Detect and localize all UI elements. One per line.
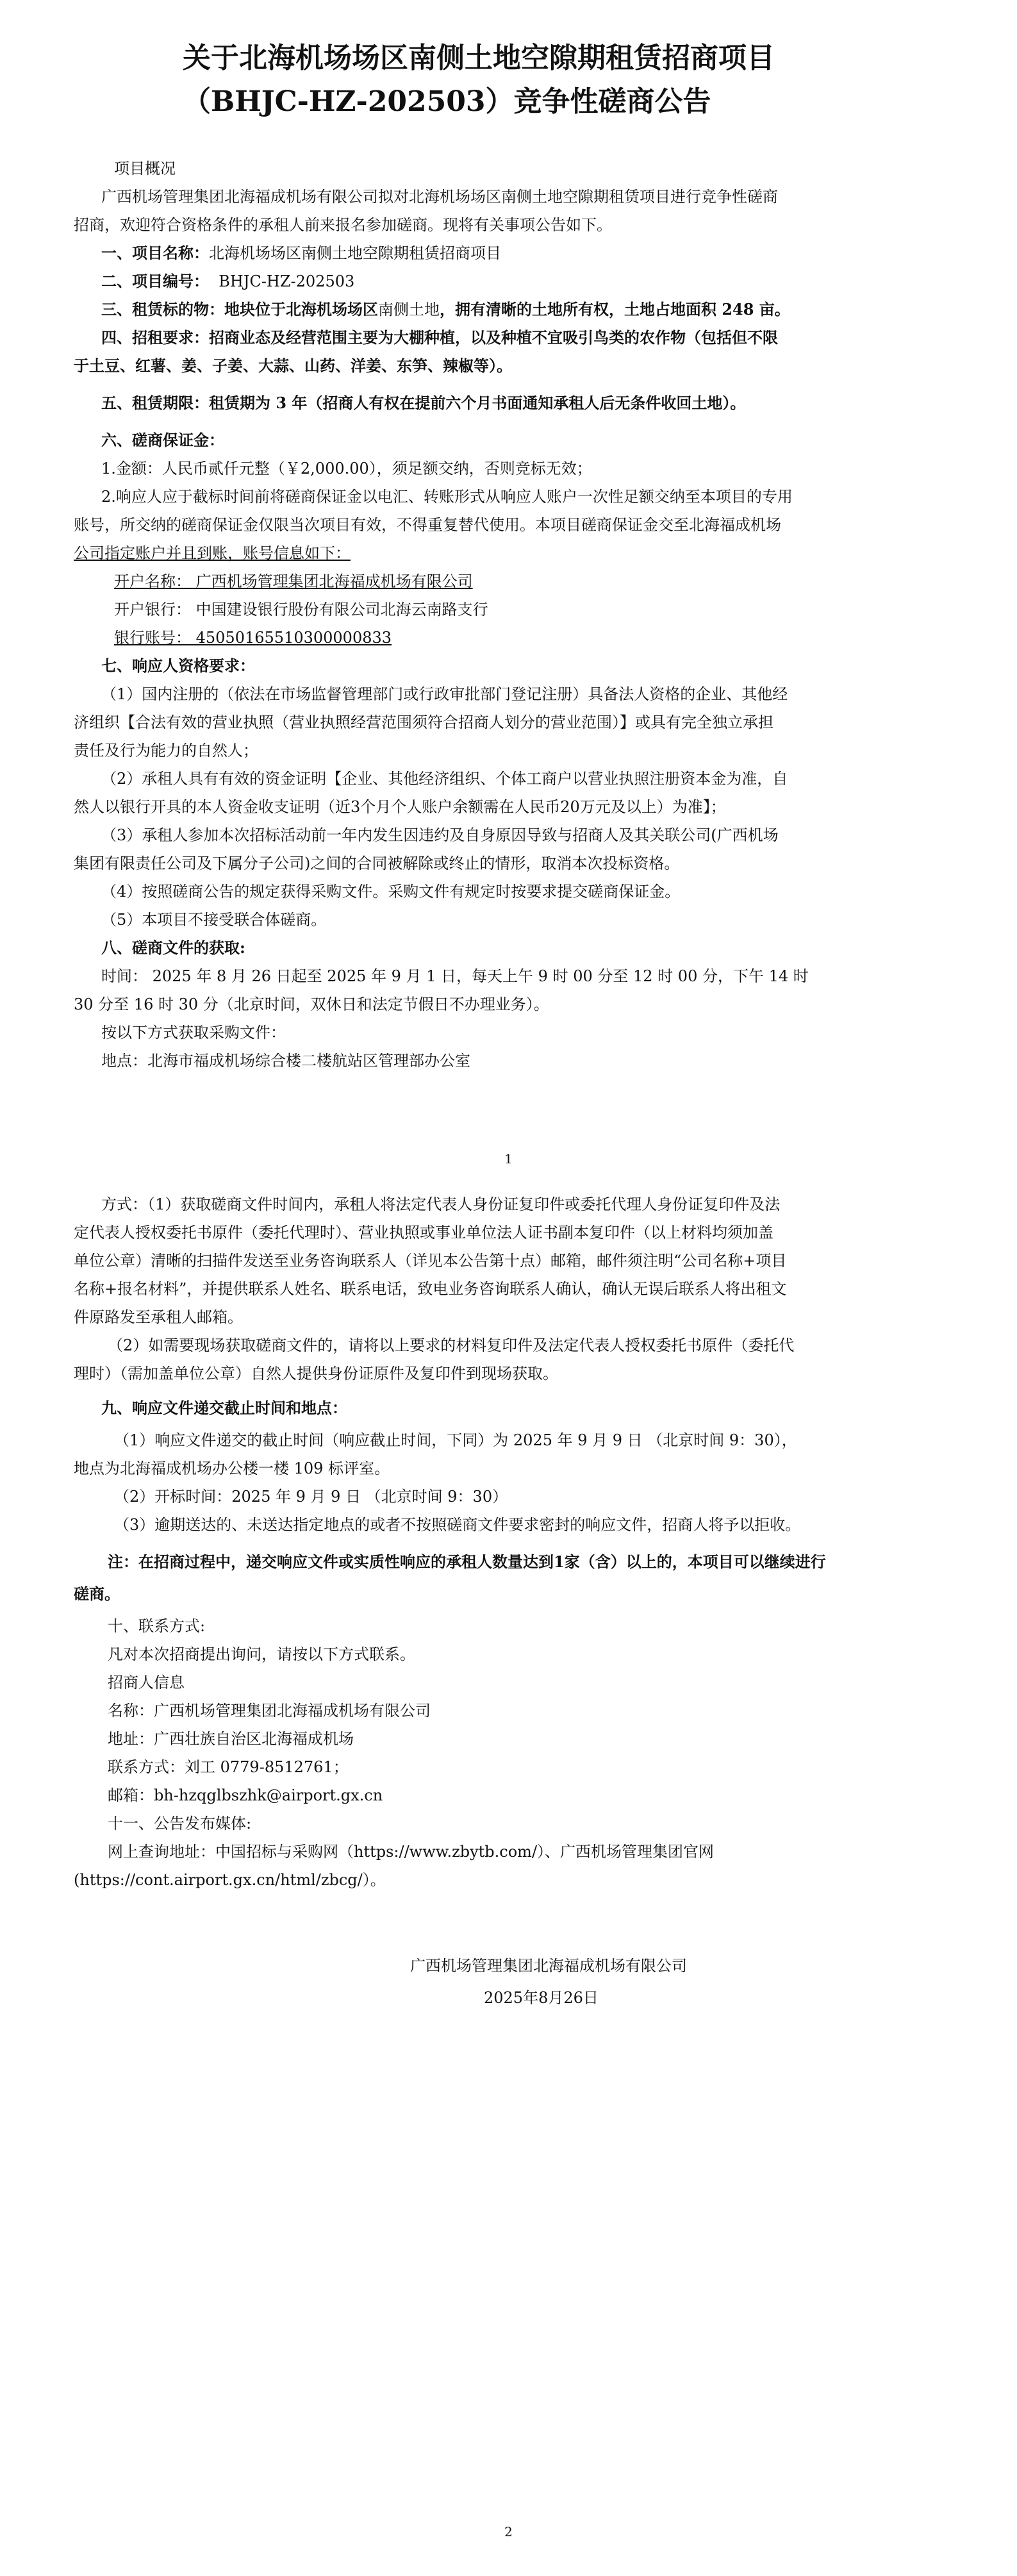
- method-line-7: 理时）（需加盖单位公章）自然人提供身份证原件及复印件到现场获取。: [74, 1365, 558, 1383]
- project-name: 北海机场场区南侧土地空隙期租赁招商项目: [209, 244, 501, 262]
- section-8-heading: 八、磋商文件的获取:: [101, 938, 245, 957]
- section-3: [101, 299, 973, 320]
- contact-person: 联系方式：刘工 0779-8512761；: [108, 1758, 349, 1776]
- deadline-1-line-2: 地点为北海福成机场办公楼一楼 109 标评室。: [74, 1459, 390, 1477]
- qualification-2-line-1: （2）承租人具有有效的资金证明【企业、其他经济组织、个体工商户以营业执照注册资本金为准，自: [101, 770, 788, 788]
- bank-name: 开户银行： 中国建设银行股份有限公司北海云南路支行: [114, 601, 488, 619]
- qualification-3-line-2: 集团有限责任公司及下属分子公司)之间的合同被解除或终止的情形，取消本次投标资格。: [74, 854, 680, 872]
- contact-subheading: 招商人信息: [108, 1674, 185, 1691]
- deadline-1-line-1: （1）响应文件递交的截止时间（响应截止时间，下同）为 2025 年 9 月 9 日 （北京时间 9：30），: [114, 1431, 797, 1449]
- acquisition-place: 地点：北海市福成机场综合楼二楼航站区管理部办公室: [101, 1052, 470, 1070]
- section-5: [101, 392, 973, 414]
- contact-intro: 凡对本次招商提出询问，请按以下方式联系。: [108, 1645, 415, 1663]
- deposit-rule-3: 公司指定账户并且到账，账号信息如下：: [74, 544, 351, 562]
- late-submission-rule: （3）逾期送达的、未送达指定地点的或者不按照磋商文件要求密封的响应文件，招商人将予以拒收。: [114, 1516, 801, 1534]
- section-10-heading: 十、联系方式:: [108, 1617, 206, 1635]
- section-1-label: 一、项目名称：: [101, 244, 209, 262]
- section-4: [101, 327, 973, 349]
- contact-email: 邮箱：bh-hzqglbszhk@airport.gx.cn: [108, 1786, 383, 1804]
- method-line-1: 方式：（1）获取磋商文件时间内，承租人将法定代表人身份证复印件或委托代理人身份证复印件及法: [101, 1195, 781, 1213]
- signature-org: 广西机场管理集团北海福成机场有限公司: [410, 1957, 687, 1975]
- media-line-2: (https://cont.airport.gx.cn/html/zbcg/）。: [74, 1871, 386, 1889]
- section-6-heading: 六、磋商保证金：: [101, 431, 224, 449]
- deposit-rule-2: 账号，所交纳的磋商保证金仅限当次项目有效，不得重复替代使用。本项目磋商保证金交至北海福成机场: [74, 516, 781, 534]
- section-4-line-1: 招商业态及经营范围主要为大棚种植，以及种植不宜吸引鸟类的农作物（包括但不限: [209, 328, 778, 347]
- contact-address: 地址：广西壮族自治区北海福成机场: [108, 1730, 354, 1748]
- note-line-2: 磋商。: [74, 1584, 120, 1603]
- section-3-text-c: ，拥有清晰的土地所有权，土地占地面积 248 亩。: [440, 300, 790, 319]
- section-2-label: 二、项目编号：: [101, 272, 209, 290]
- opening-time: （2）开标时间：2025 年 9 月 9 日 （北京时间 9：30）: [114, 1488, 508, 1506]
- title-line-1: 关于北海机场场区南侧土地空隙期租赁招商项目: [183, 42, 775, 74]
- deposit-rule-1: 2.响应人应于截标时间前将磋商保证金以电汇、转账形式从响应人账户一次性足额交纳至本项目的专用: [101, 488, 793, 506]
- section-4-line-2: 于土豆、红薯、姜、子姜、大蒜、山药、洋姜、东笋、辣椒等）。: [74, 356, 512, 375]
- deposit-amount: 1.金额：人民币贰仟元整（￥2,000.00），须足额交纳，否则竞标无效；: [101, 460, 592, 478]
- qualification-4: （4）按照磋商公告的规定获得采购文件。采购文件有规定时按要求提交磋商保证金。: [101, 883, 681, 901]
- section-11-heading: 十一、公告发布媒体:: [108, 1815, 252, 1832]
- method-line-2: 定代表人授权委托书原件（委托代理时）、营业执照或事业单位法人证书副本复印件（以上材料均须加盖: [74, 1224, 773, 1242]
- overview-heading: 项目概况: [114, 160, 176, 178]
- section-1: [101, 242, 973, 264]
- method-line-6: （2）如需要现场获取磋商文件的，请将以上要求的材料复印件及法定代表人授权委托书原件（委托代: [108, 1336, 795, 1354]
- section-3-text-a: 地块位于北海机场场区: [224, 300, 378, 319]
- method-line-4: 名称+报名材料”，并提供联系人姓名、联系电话，致电业务咨询联系人确认，确认无误后联系人将出租文: [74, 1280, 787, 1298]
- section-5-label: 五、租赁期限：: [101, 394, 209, 412]
- media-line-1: 网上查询地址：中国招标与采购网（https://www.zbytb.com/）、广西机场管理集团官网: [108, 1843, 715, 1861]
- signature-date: 2025年8月26日: [484, 1989, 599, 2007]
- section-4-label: 四、招租要求：: [101, 328, 209, 347]
- section-3-text-b: 南侧土地: [378, 301, 440, 319]
- acquisition-method: 按以下方式获取采购文件：: [101, 1024, 286, 1042]
- method-line-5: 件原路发至承租人邮箱。: [74, 1308, 243, 1326]
- qualification-1-line-1: （1）国内注册的（依法在市场监督管理部门或行政审批部门登记注册）具备法人资格的企业、其他经: [101, 685, 788, 703]
- qualification-1-line-2: 济组织【合法有效的营业执照（营业执照经营范围须符合招商人划分的营业范围）】或具有完全独立承担: [74, 713, 773, 731]
- project-code: BHJC-HZ-202503: [219, 272, 355, 290]
- note-line-1: 注：在招商过程中，递交响应文件或实质性响应的承租人数量达到1家（含）以上的，本项目可以继续进行: [108, 1552, 826, 1571]
- section-9-heading: 九、响应文件递交截止时间和地点：: [101, 1399, 347, 1417]
- page-number-1: 1: [504, 1151, 513, 1167]
- qualification-5: （5）本项目不接受联合体磋商。: [101, 911, 327, 929]
- section-7-heading: 七、响应人资格要求：: [101, 656, 255, 675]
- lease-term: 租赁期为 3 年（招商人有权在提前六个月书面通知承租人后无条件收回土地）。: [209, 394, 746, 412]
- qualification-3-line-1: （3）承租人参加本次招标活动前一年内发生因违约及自身原因导致与招商人及其关联公司(广西机场: [101, 826, 779, 844]
- qualification-2-line-2: 然人以银行开具的本人资金收支证明（近3个月个人账户余额需在人民币20万元及以上）为准】；: [74, 798, 726, 816]
- section-2: [101, 270, 973, 292]
- method-line-3: 单位公章）清晰的扫描件发送至业务咨询联系人（详见本公告第十点）邮箱，邮件须注明“公司名称+项目: [74, 1252, 787, 1270]
- overview-intro-1: 广西机场管理集团北海福成机场有限公司拟对北海机场场区南侧土地空隙期租赁项目进行竞争性磋商: [101, 188, 778, 206]
- section-3-label: 三、租赁标的物：: [101, 300, 224, 319]
- acquisition-time-1: 时间： 2025 年 8 月 26 日起至 2025 年 9 月 1 日，每天上午 9 时 00 分至 12 时 00 分，下午 14 时: [101, 967, 809, 985]
- acquisition-time-2: 30 分至 16 时 30 分（北京时间，双休日和法定节假日不办理业务）。: [74, 995, 549, 1013]
- contact-name: 名称：广西机场管理集团北海福成机场有限公司: [108, 1702, 431, 1720]
- qualification-1-line-3: 责任及行为能力的自然人；: [74, 742, 258, 760]
- account-name: 开户名称： 广西机场管理集团北海福成机场有限公司: [114, 572, 473, 590]
- title-line-2: （BHJC-HZ-202503）竞争性磋商公告: [183, 85, 711, 118]
- overview-intro-2: 招商，欢迎符合资格条件的承租人前来报名参加磋商。现将有关事项公告如下。: [74, 216, 612, 234]
- page-number-2: 2: [504, 2524, 513, 2539]
- account-number: 银行账号： 45050165510300000833: [114, 629, 392, 647]
